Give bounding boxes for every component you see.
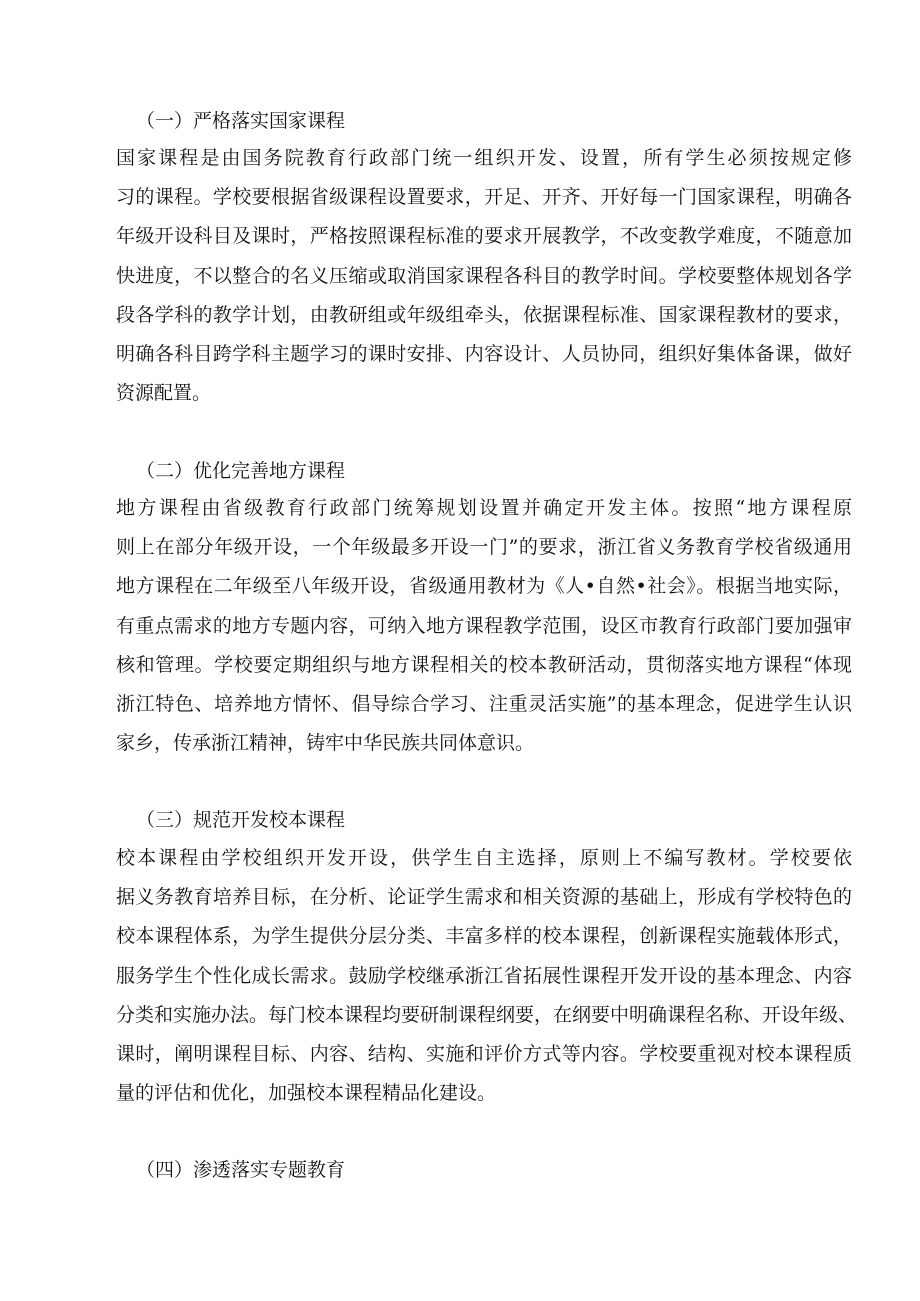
section-paragraph: [116, 839, 858, 1113]
section-heading: （一）严格落实国家课程: [136, 110, 346, 132]
section-heading: （二）优化完善地方课程: [136, 460, 346, 482]
paragraph-line: 核和管理。学校要定期组织与地方课程相关的校本教研活动，贯彻落实地方课程“体现: [116, 653, 852, 676]
paragraph-line: 分类和实施办法。每门校本课程均要研制课程纲要，在纲要中明确课程名称、开设年级、: [116, 1003, 858, 1026]
paragraph-line: 地方课程由省级教育行政部门统筹规划设置并确定开发主体。按照“地方课程原: [116, 497, 852, 519]
section-paragraph: [116, 139, 852, 413]
paragraph-line: 年级开设科目及课时，严格按照课程标准的要求开展教学，不改变教学难度，不随意加: [116, 225, 852, 248]
paragraph-line: 校本课程由学校组织开发开设，供学生自主选择，原则上不编写教材。学校要依: [116, 847, 852, 869]
paragraph-line: 家乡，传承浙江精神，铸牢中华民族共同体意识。: [116, 732, 535, 755]
section-paragraph: [116, 489, 852, 763]
paragraph-line: 有重点需求的地方专题内容，可纳入地方课程教学范围，设区市教育行政部门要加强审: [116, 614, 852, 637]
paragraph-line: 量的评估和优化，加强校本课程精品化建设。: [116, 1082, 497, 1105]
paragraph-line: 地方课程在二年级至八年级开设，省级通用教材为《人•自然•社会》。根据当地实际，: [116, 575, 852, 598]
paragraph-line: 明确各科目跨学科主题学习的课时安排、内容设计、人员协同，组织好集体备课，做好: [116, 343, 852, 366]
paragraph-line: 国家课程是由国务院教育行政部门统一组织开发、设置，所有学生必须按规定修: [116, 147, 852, 169]
paragraph-line: 课时，阐明课程目标、内容、结构、实施和评价方式等内容。学校要重视对校本课程质: [116, 1043, 852, 1066]
paragraph-line: 则上在部分年级开设，一个年级最多开设一门”的要求，浙江省义务教育学校省级通用: [116, 536, 852, 559]
section-heading: （四）渗透落实专题教育: [136, 1159, 346, 1181]
paragraph-line: 据义务教育培养目标，在分析、论证学生需求和相关资源的基础上，形成有学校特色的: [116, 886, 852, 909]
paragraph-line: 浙江特色、培养地方情怀、倡导综合学习、注重灵活实施”的基本理念，促进学生认识: [116, 693, 852, 716]
section-heading: （三）规范开发校本课程: [136, 809, 346, 831]
paragraph-line: 段各学科的教学计划，由教研组或年级组牵头，依据课程标准、国家课程教材的要求，: [116, 303, 852, 326]
paragraph-line: 服务学生个性化成长需求。鼓励学校继承浙江省拓展性课程开发开设的基本理念、内容: [116, 964, 852, 987]
paragraph-line: 习的课程。学校要根据省级课程设置要求，开足、开齐、开好每一门国家课程，明确各: [116, 186, 852, 209]
paragraph-line: 快进度，不以整合的名义压缩或取消国家课程各科目的教学时间。学校要整体规划各学: [116, 264, 852, 287]
paragraph-line: 资源配置。: [116, 382, 212, 405]
paragraph-line: 校本课程体系，为学生提供分层分类、丰富多样的校本课程，创新课程实施载体形式，: [116, 925, 852, 948]
